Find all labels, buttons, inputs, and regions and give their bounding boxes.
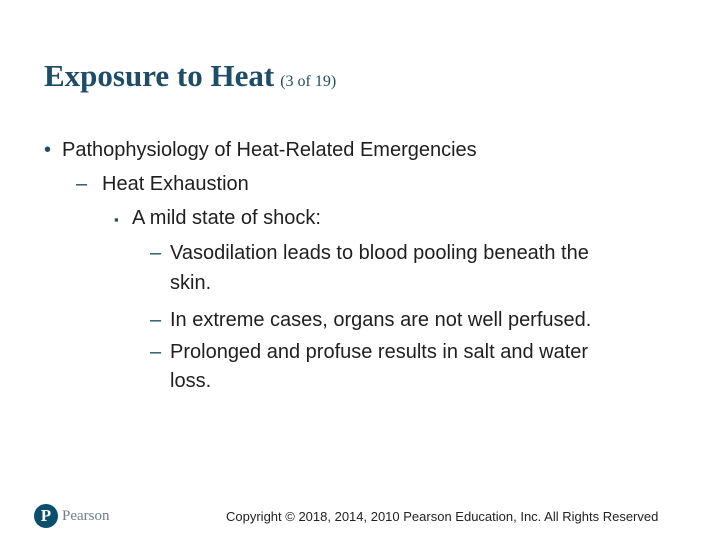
bullet-text: A mild state of shock: bbox=[132, 207, 321, 229]
bullet-level1 bbox=[44, 138, 477, 162]
bullet-text: Prolonged and profuse results in salt and water bbox=[170, 341, 589, 363]
bullet-marker: ▪ bbox=[114, 212, 119, 227]
bullet-marker: – bbox=[150, 341, 162, 363]
bullet-text: Pathophysiology of Heat-Related Emergencies bbox=[62, 139, 477, 161]
bullet-text: In extreme cases, organs are not well perfused. bbox=[170, 309, 592, 331]
title-slide-count: (3 of 19) bbox=[280, 73, 337, 90]
bullet-continuation: loss. bbox=[170, 370, 212, 392]
bullet-marker: • bbox=[44, 139, 52, 161]
copyright-notice: Copyright © 2018, 2014, 2010 Pearson Education, Inc. All Rights Reserved bbox=[226, 509, 659, 524]
bullet-text: Heat Exhaustion bbox=[102, 173, 249, 195]
bullet-level3 bbox=[114, 206, 321, 232]
bullet-marker: – bbox=[150, 242, 162, 264]
slide-title bbox=[44, 58, 336, 94]
bullet-continuation: skin. bbox=[170, 272, 212, 294]
title-main: Exposure to Heat bbox=[44, 58, 275, 93]
pearson-logo bbox=[34, 504, 110, 528]
pearson-logo-text: Pearson bbox=[62, 507, 110, 524]
bullet-level4 bbox=[150, 340, 588, 364]
bullet-level2 bbox=[76, 172, 249, 196]
pearson-logo-icon: P bbox=[34, 504, 58, 528]
bullet-marker: – bbox=[76, 173, 88, 195]
bullet-marker: – bbox=[150, 309, 162, 331]
bullet-level4 bbox=[150, 241, 589, 265]
bullet-level4 bbox=[150, 308, 591, 332]
bullet-text: Vasodilation leads to blood pooling beneath the bbox=[170, 242, 589, 264]
